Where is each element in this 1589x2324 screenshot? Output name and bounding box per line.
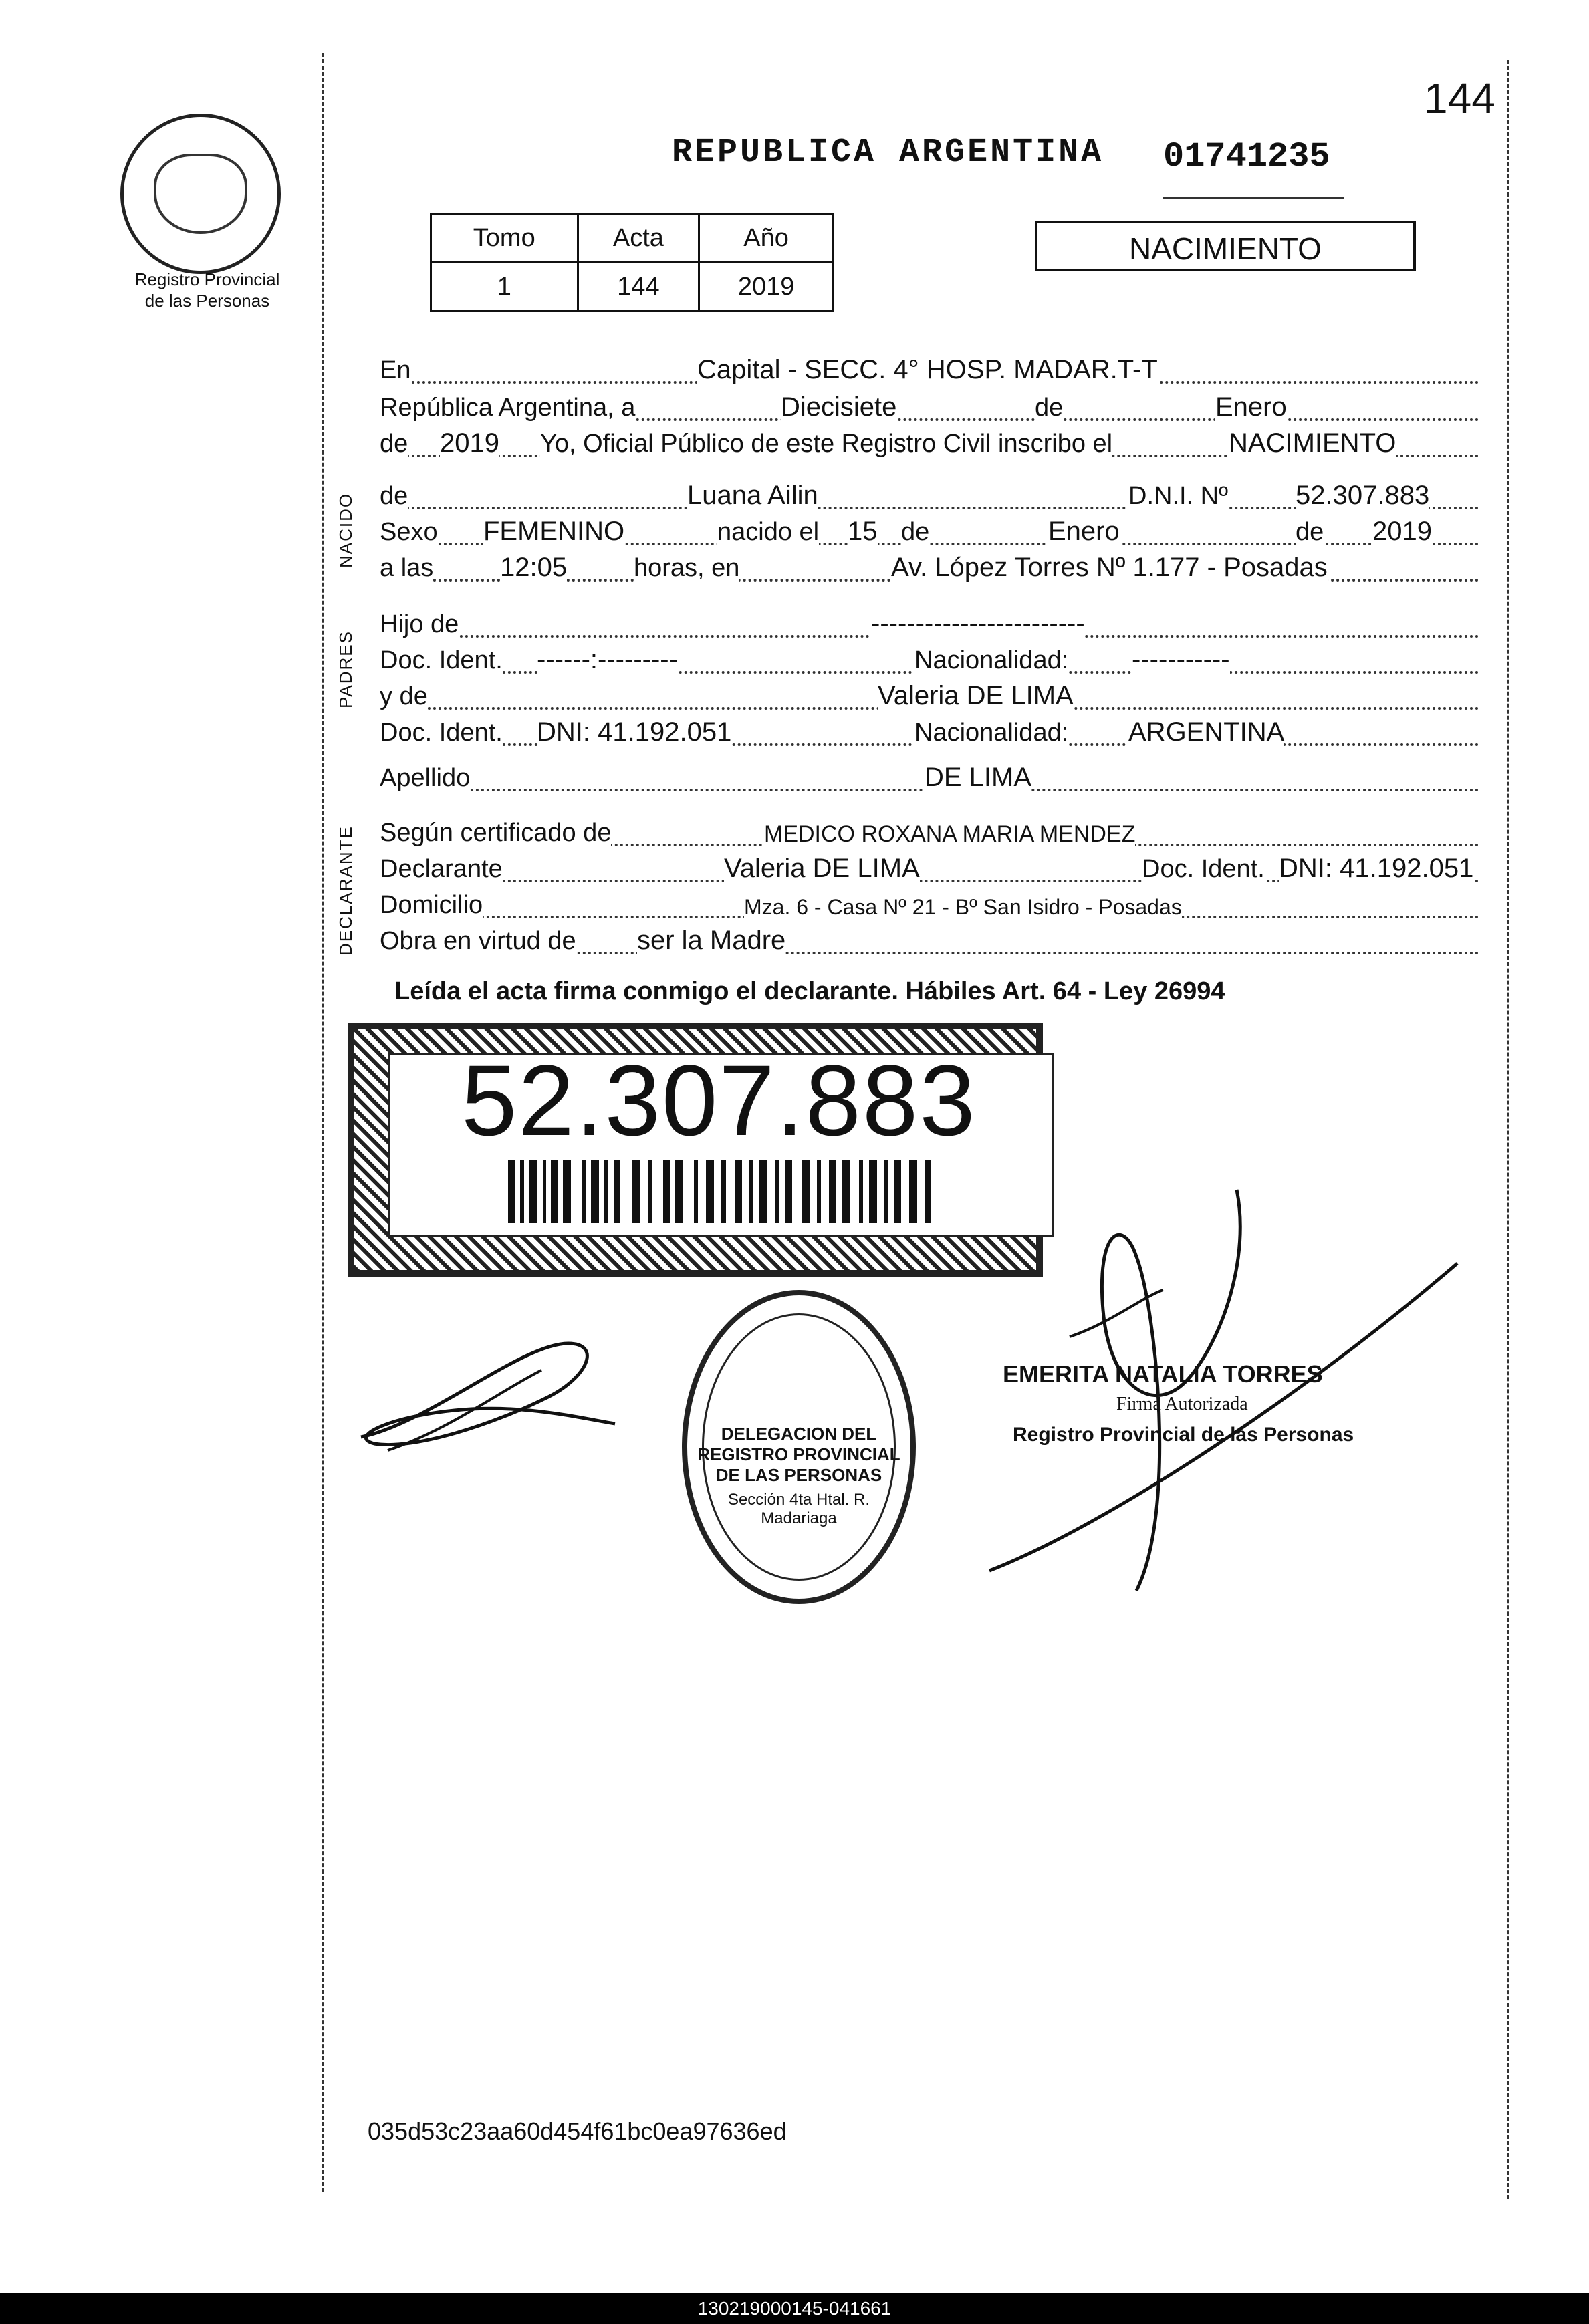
dni-sticker-number: 52.307.883: [461, 1044, 977, 1156]
book-table-header-tomo: Tomo: [431, 214, 578, 263]
left-signature-icon: [348, 1317, 628, 1464]
row-obra: [380, 925, 1479, 960]
declarante-doc-value: DNI: 41.192.051: [1279, 854, 1474, 883]
nac2-value: ARGENTINA: [1128, 717, 1285, 747]
de-label-2: de: [380, 430, 408, 458]
province-seal-inner: [154, 154, 247, 234]
row-y-de: [380, 680, 1479, 715]
oficial-text: Yo, Oficial Público de este Registro Civil inscribo el: [540, 430, 1113, 458]
declarante-label: Declarante: [380, 855, 503, 883]
apellido-label: Apellido: [380, 764, 471, 792]
en-label: En: [380, 356, 411, 384]
de-label: de: [1035, 394, 1064, 422]
right-signature-icon: [936, 1176, 1471, 1604]
stamp-outer-text: DELEGACION DEL REGISTRO PROVINCIAL DE LAS PERSONAS: [697, 1424, 900, 1485]
doc1-value: ------:---------: [537, 645, 678, 674]
nacido-side-label: NACIDO: [336, 492, 356, 568]
book-table: [430, 213, 834, 312]
registry-caption-line2: de las Personas: [144, 291, 270, 311]
barcode-icon: [508, 1160, 943, 1223]
book-table-value-tomo: 1: [431, 263, 578, 311]
closing-text: Leída el acta firma conmigo el declarante. Hábiles Art. 64 - Ley 26994: [394, 977, 1225, 1005]
time-value: 12:05: [500, 553, 568, 582]
nacido-de-label: de: [380, 482, 408, 510]
madre-value: Valeria DE LIMA: [878, 681, 1074, 711]
republica-label: República Argentina, a: [380, 394, 636, 422]
padres-side-label: PADRES: [336, 630, 356, 708]
nac1-label: Nacionalidad:: [914, 646, 1069, 674]
row-certificado: [380, 817, 1479, 852]
row-declarante: [380, 853, 1479, 888]
country-title: REPUBLICA ARGENTINA: [672, 134, 1104, 172]
obra-value: ser la Madre: [637, 926, 786, 955]
signer-name: EMERITA NATALIA TORRES: [1003, 1360, 1323, 1388]
book-table-header-anio: Año: [699, 214, 834, 263]
domicilio-value: Mza. 6 - Casa Nº 21 - Bº San Isidro - Posadas: [744, 895, 1182, 919]
hijo-label: Hijo de: [380, 610, 459, 638]
right-margin-line: [1507, 60, 1509, 2199]
serial-underline: [1163, 197, 1344, 199]
row-oficial: [380, 428, 1479, 463]
birth-day: 15: [848, 517, 878, 546]
row-doc1: [380, 644, 1479, 679]
horas-label: horas, en: [634, 554, 740, 582]
book-table-header-acta: Acta: [578, 214, 699, 263]
nac1-value: -----------: [1132, 645, 1230, 674]
de-label-4: de: [1296, 518, 1324, 546]
row-hora: [380, 552, 1479, 587]
row-apellido: [380, 762, 1479, 797]
sexo-label: Sexo: [380, 518, 438, 546]
stamp-inner-text: Sección 4ta Htal. R. Madariaga: [727, 1491, 870, 1527]
act-type-box: NACIMIENTO: [1035, 221, 1416, 271]
dni-label: D.N.I. Nº: [1128, 482, 1228, 510]
row-doc2: [380, 717, 1479, 751]
nac2-label: Nacionalidad:: [914, 719, 1069, 747]
book-table-value-acta: 144: [578, 263, 699, 311]
registry-caption: [107, 269, 308, 311]
book-table-value-anio: 2019: [699, 263, 834, 311]
certificado-label: Según certificado de: [380, 819, 612, 847]
inscribe-value: NACIMIENTO: [1229, 428, 1396, 458]
doc2-label: Doc. Ident.: [380, 719, 503, 747]
month-value: Enero: [1215, 392, 1287, 422]
year-value: 2019: [440, 428, 499, 458]
document-hash: 035d53c23aa60d454f61bc0ea97636ed: [368, 2117, 787, 2145]
declarante-side-label: DECLARANTE: [336, 825, 356, 956]
signer-office: Registro Provincial de las Personas: [1013, 1424, 1354, 1446]
place-value: Av. López Torres Nº 1.177 - Posadas: [891, 553, 1328, 582]
en-value: Capital - SECC. 4° HOSP. MADAR.T-T: [697, 355, 1158, 384]
barcode-svg: [508, 1160, 943, 1223]
a-las-label: a las: [380, 554, 434, 582]
page-number: 144: [1424, 74, 1495, 122]
day-value: Diecisiete: [781, 392, 897, 422]
nacido-el-label: nacido el: [717, 518, 820, 546]
birth-year: 2019: [1372, 517, 1432, 546]
sexo-value: FEMENINO: [483, 517, 625, 546]
nacido-name-value: Luana Ailin: [687, 481, 818, 510]
de-label-3: de: [901, 518, 930, 546]
left-margin-line: [322, 53, 324, 2192]
dni-value: 52.307.883: [1296, 481, 1430, 510]
certificado-value: MEDICO ROXANA MARIA MENDEZ: [764, 821, 1136, 847]
serial-number: 01741235: [1163, 137, 1330, 176]
obra-label: Obra en virtud de: [380, 927, 576, 955]
apellido-value: DE LIMA: [925, 763, 1032, 792]
signer-role: Firma Autorizada: [1116, 1394, 1248, 1414]
row-hijo: [380, 608, 1479, 643]
footer-code: 130219000145-041661: [0, 2293, 1589, 2324]
row-sexo: [380, 516, 1479, 551]
row-republica: [380, 392, 1479, 426]
y-de-label: y de: [380, 682, 428, 711]
hijo-value: ------------------------: [871, 609, 1085, 638]
registry-caption-line1: Registro Provincial: [134, 269, 280, 289]
birth-month: Enero: [1048, 517, 1120, 546]
row-domicilio: [380, 889, 1479, 924]
row-en: [380, 354, 1479, 389]
declarante-value: Valeria DE LIMA: [724, 854, 920, 883]
doc1-label: Doc. Ident.: [380, 646, 503, 674]
doc2-value: DNI: 41.192.051: [537, 717, 732, 747]
declarante-doc-label: Doc. Ident.: [1142, 855, 1265, 883]
row-nacido-name: [380, 480, 1479, 515]
domicilio-label: Domicilio: [380, 891, 483, 919]
